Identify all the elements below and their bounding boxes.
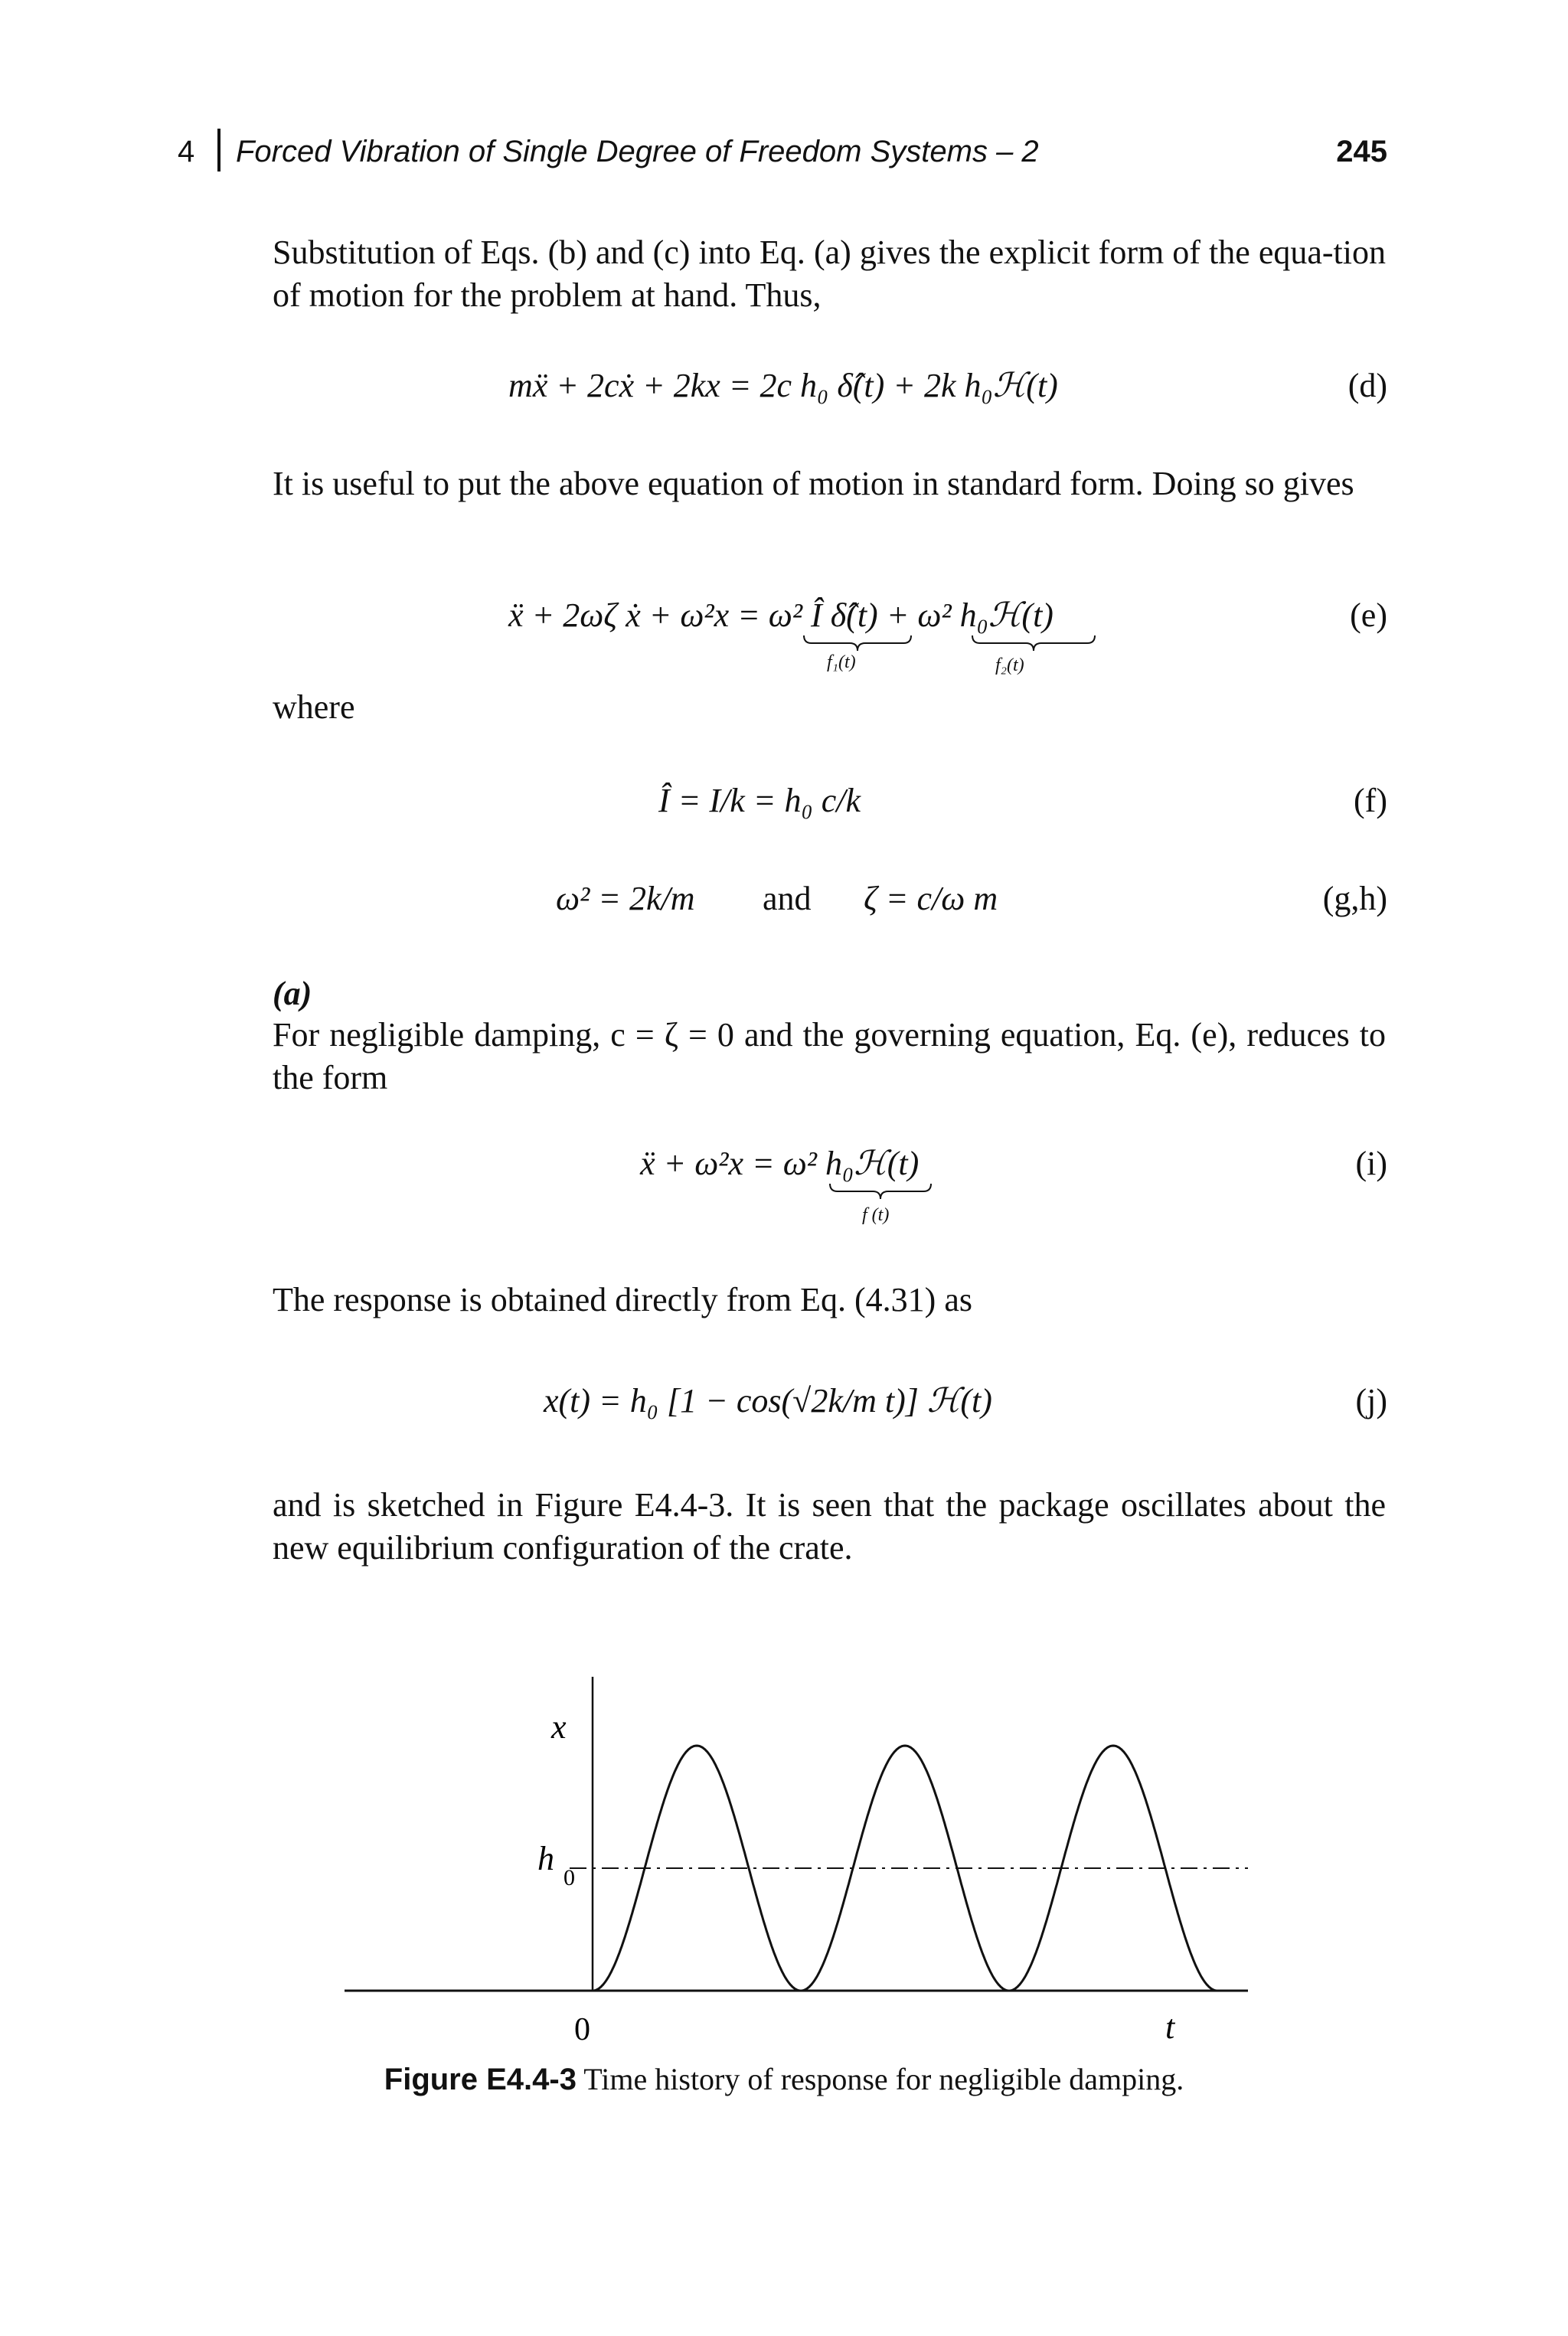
chapter-title: Forced Vibration of Single Degree of Freedom Systems – 2 <box>236 135 1039 168</box>
equation-e-label: (e) <box>1350 596 1387 634</box>
equation-i: ẍ + ω²x = ω² h₀ℋ(t) <box>640 1145 920 1182</box>
paragraph-substitution: Substitution of Eqs. (b) and (c) into Eq. (a) gives the explicit form of the equa-tion of motion for the problem at hand. Thus, <box>273 234 1386 314</box>
equation-gh-label: (g,h) <box>1322 880 1387 917</box>
paragraph-sketch: and is sketched in Figure E4.4-3. It is seen that the package oscillates about the new equilibrium configuration of the crate. <box>273 1486 1386 1567</box>
equation-e: ẍ + 2ωζ ẋ + ω²x = ω² Î δ̂(t) + ω² h₀ℋ(t) <box>508 596 1054 634</box>
underbrace-f2 <box>972 635 1095 651</box>
equation-f: Î = I/k = h₀ c/k <box>658 782 861 819</box>
header-divider <box>217 129 220 172</box>
equation-j: x(t) = h₀ [1 − cos(√2k/m t)] ℋ(t) <box>544 1382 992 1420</box>
underbrace-f <box>830 1184 931 1199</box>
part-a-heading: (a) <box>273 975 312 1012</box>
figure-caption-label: Figure E4.4-3 <box>384 2063 577 2096</box>
equation-i-underbrace <box>827 1181 934 1204</box>
equation-d-label: (d) <box>1348 367 1387 404</box>
chapter-number: 4 <box>178 135 195 168</box>
paragraph-response: The response is obtained directly from Eq. (4.31) as <box>273 1281 972 1318</box>
response-chart <box>322 1669 1271 2047</box>
equation-i-under-f: f (t) <box>862 1205 890 1225</box>
h0-label: h <box>537 1840 554 1877</box>
equation-g: ω² = 2k/m <box>556 880 695 917</box>
equation-i-label: (i) <box>1355 1145 1387 1182</box>
and-word: and <box>763 880 812 917</box>
x-axis-label: t <box>1165 2008 1175 2046</box>
page-number: 245 <box>1336 135 1387 168</box>
chart-plot-area <box>345 1677 1248 2047</box>
paragraph-negligible-damping: For negligible damping, c = ζ = 0 and the governing equation, Eq. (e), reduces to the form <box>273 1016 1386 1096</box>
equation-d: mẍ + 2cẋ + 2kx = 2c h₀ δ̂(t) + 2k h₀ℋ(t) <box>508 367 1058 404</box>
where-label: where <box>273 688 355 726</box>
equation-j-label: (j) <box>1355 1382 1387 1420</box>
y-axis-label: x <box>551 1708 567 1746</box>
equation-f-label: (f) <box>1354 782 1387 819</box>
h0-label-subscript: 0 <box>564 1865 575 1890</box>
figure-caption-text: Time history of response for negligible damping. <box>583 2062 1184 2096</box>
equation-h: ζ = c/ω m <box>864 880 998 917</box>
figure-caption <box>0 2061 1568 2097</box>
equation-e-under-f1: f₁(t) <box>827 652 856 672</box>
underbrace-f1 <box>804 635 911 651</box>
origin-label: 0 <box>574 2012 590 2047</box>
paragraph-standard-form: It is useful to put the above equation of motion in standard form. Doing so gives <box>273 465 1354 502</box>
equation-e-under-f2: f₂(t) <box>995 655 1024 675</box>
